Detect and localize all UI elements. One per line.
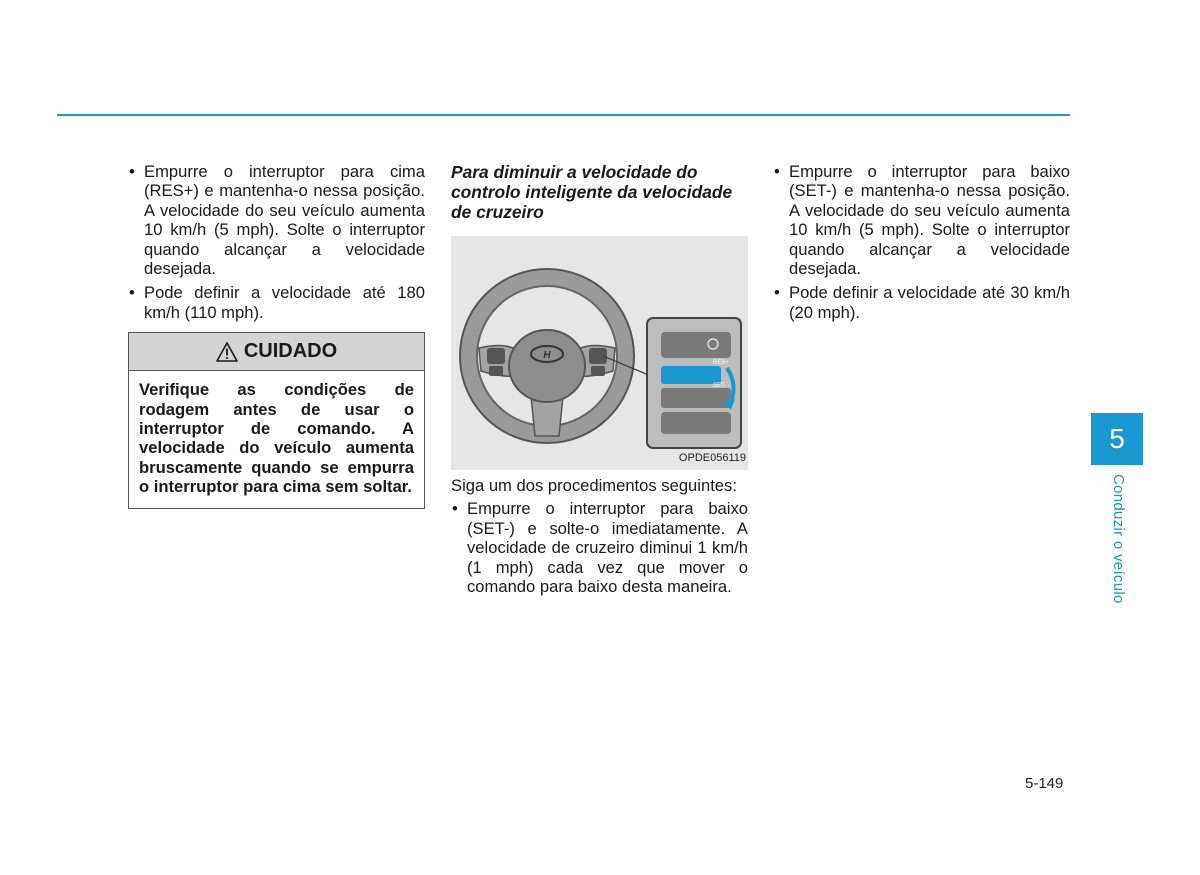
switch-label-set: SET-	[713, 383, 727, 389]
list-item: • Pode definir a velocidade até 30 km/h (20 mph).	[773, 283, 1070, 322]
page-number: 5-149	[1025, 775, 1064, 792]
list-item: • Pode definir a velocidade até 180 km/h (110 mph).	[128, 283, 425, 322]
steering-wheel-icon	[460, 269, 634, 443]
bullet-list	[773, 162, 1070, 322]
chapter-title: Conduzir o veículo	[1110, 474, 1127, 604]
svg-text:H: H	[543, 350, 551, 361]
figure-code: OPDE056119	[678, 451, 746, 464]
caution-box	[128, 332, 425, 508]
bullet-list	[128, 162, 425, 322]
steering-wheel-figure	[451, 236, 748, 470]
header-rule	[57, 114, 1070, 116]
caution-title: CUIDADO	[243, 340, 338, 363]
intro-paragraph: Siga um dos procedimentos seguintes:	[451, 476, 737, 495]
column-left	[128, 162, 425, 509]
warning-triangle-icon	[216, 342, 238, 362]
chapter-tab: 5	[1091, 413, 1143, 465]
list-item: • Empurre o interruptor para baixo (SET-) e mantenha-o nessa posição. A velocidade do seu veículo aumenta 10 km/h (5 mph). Solte o interruptor quando alcançar a velocidade desejada.	[773, 162, 1070, 278]
list-item: • Empurre o interruptor para cima (RES+) e mantenha-o nessa posição. A velocidade do seu veículo aumenta 10 km/h (5 mph). Solte o interruptor quando alcançar a velocidade desejada.	[128, 162, 425, 278]
switch-label-res: RES+	[713, 360, 729, 366]
column-right	[773, 162, 1070, 327]
switch-closeup-inset	[647, 318, 741, 448]
list-item: • Empurre o interruptor para baixo (SET-) e solte-o imediatamente. A velocidade de cruzeiro diminui 1 km/h (1 mph) cada vez que mover o comando para baixo desta maneira.	[451, 499, 748, 596]
caution-header	[129, 333, 424, 371]
steering-wheel-illustration	[451, 236, 748, 470]
caution-text: Verifique as condições de rodagem antes de usar o interruptor de comando. A velocidade do veículo aumenta bruscamente quando se empurra o interruptor para cima sem soltar.	[139, 380, 414, 497]
column-middle	[451, 162, 748, 601]
section-subheading: Para diminuir a velocidade do controlo inteligente da velocidade de cruzeiro	[451, 162, 733, 222]
bullet-list	[451, 499, 748, 596]
